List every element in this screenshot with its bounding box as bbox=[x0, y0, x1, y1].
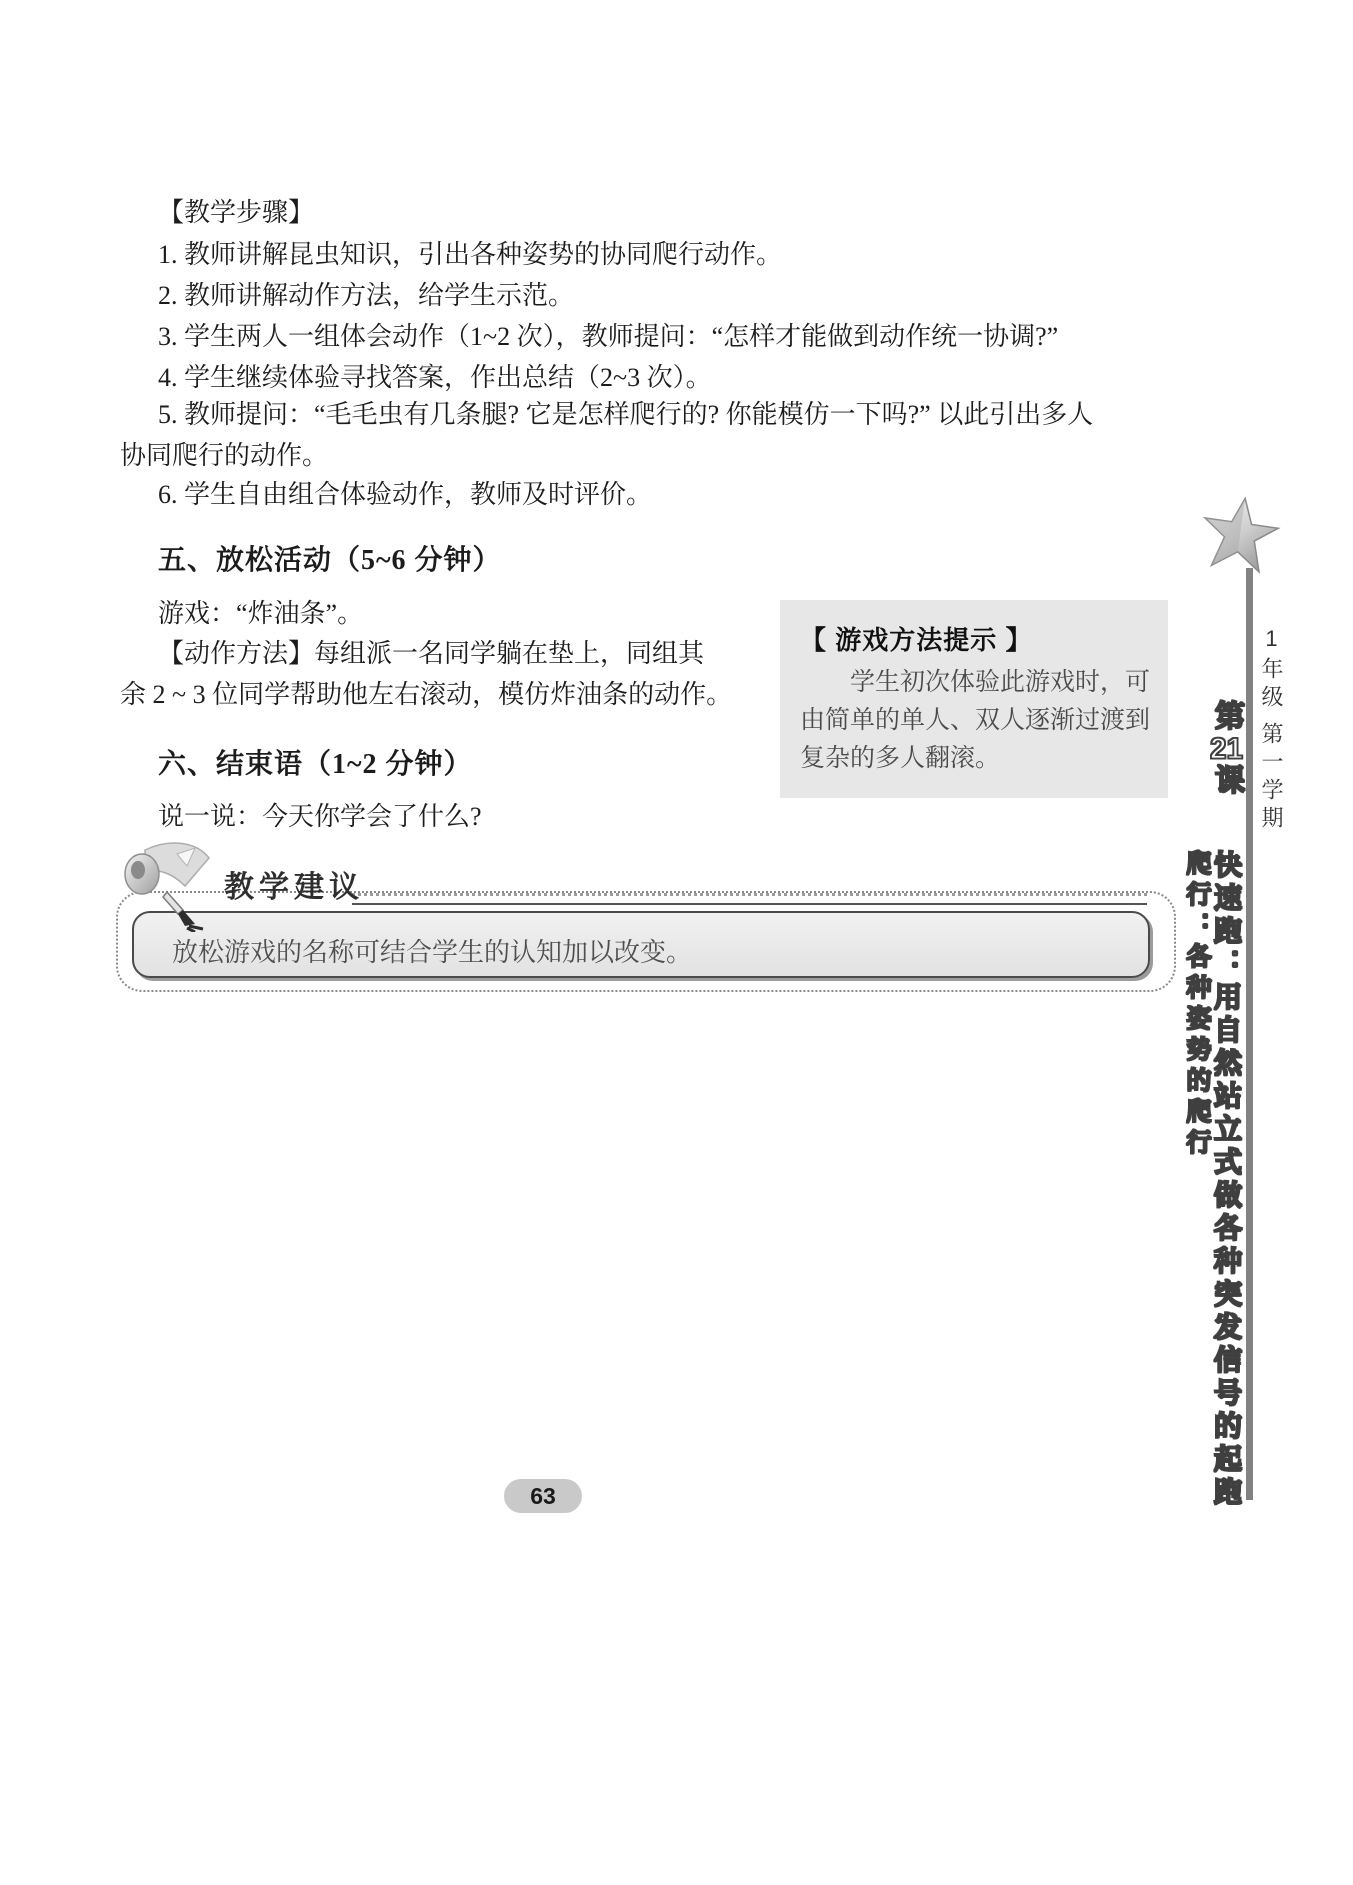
section-six-heading: 六、结束语（1~2 分钟） bbox=[158, 749, 473, 780]
semester-label: 第一学期 bbox=[1259, 722, 1284, 834]
lesson-badge-prefix: 第 bbox=[1210, 700, 1243, 734]
game-tips-title: 【 游戏方法提示 】 bbox=[800, 625, 1033, 655]
page-number-pill bbox=[504, 1479, 582, 1513]
step-line-1: 1. 教师讲解昆虫知识，引出各种姿势的协同爬行动作。 bbox=[158, 240, 783, 269]
lesson-title-sub: 爬行：各种姿势的爬行 bbox=[1183, 850, 1211, 1160]
step-line-5: 5. 教师提问：“毛毛虫有几条腿? 它是怎样爬行的? 你能模仿一下吗?” 以此引出多人 bbox=[158, 400, 1094, 429]
suggestion-title-underline bbox=[352, 893, 1147, 905]
game-tips-line: 复杂的多人翻滚。 bbox=[800, 744, 1001, 772]
lesson-badge-suffix: 课 bbox=[1210, 764, 1243, 798]
game-tips-line: 学生初次体验此游戏时，可 bbox=[850, 668, 1151, 696]
step-line-4: 4. 学生继续体验寻找答案，作出总结（2~3 次）。 bbox=[158, 363, 712, 392]
steps-header: 【教学步骤】 bbox=[158, 198, 315, 227]
suggestion-content: 放松游戏的名称可结合学生的认知加以改变。 bbox=[172, 937, 693, 967]
lesson-badge-number: 21 bbox=[1210, 734, 1243, 764]
suggestion-title: 教学建议 bbox=[224, 871, 364, 904]
section-five-heading: 五、放松活动（5~6 分钟） bbox=[158, 545, 502, 576]
lesson-title-main: 快速跑：用自然站立式做各种突发信号的起跑 bbox=[1211, 850, 1242, 1510]
relax-line-3: 余 2 ~ 3 位同学帮助他左右滚动，模仿炸油条的动作。 bbox=[120, 680, 733, 709]
relax-line-1: 游戏：“炸油条”。 bbox=[158, 599, 364, 628]
grade-label: 1年级 bbox=[1259, 626, 1284, 713]
scroll-pen-icon bbox=[115, 836, 223, 932]
game-tips-line: 由简单的单人、双人逐渐过渡到 bbox=[800, 706, 1151, 734]
closing-line: 说一说：今天你学会了什么? bbox=[158, 802, 482, 831]
star-icon bbox=[1195, 491, 1285, 579]
step-line-6: 6. 学生自由组合体验动作，教师及时评价。 bbox=[158, 480, 653, 509]
game-tips-box bbox=[780, 600, 1168, 798]
lesson-badge bbox=[1204, 700, 1248, 798]
step-line-3: 3. 学生两人一组体会动作（1~2 次），教师提问：“怎样才能做到动作统一协调?” bbox=[158, 322, 1059, 351]
step-line-2: 2. 教师讲解动作方法，给学生示范。 bbox=[158, 281, 575, 310]
relax-line-2: 【动作方法】每组派一名同学躺在垫上，同组其 bbox=[158, 639, 705, 668]
step-line-5-wrap: 协同爬行的动作。 bbox=[120, 441, 329, 470]
page-number: 63 bbox=[530, 1482, 556, 1509]
